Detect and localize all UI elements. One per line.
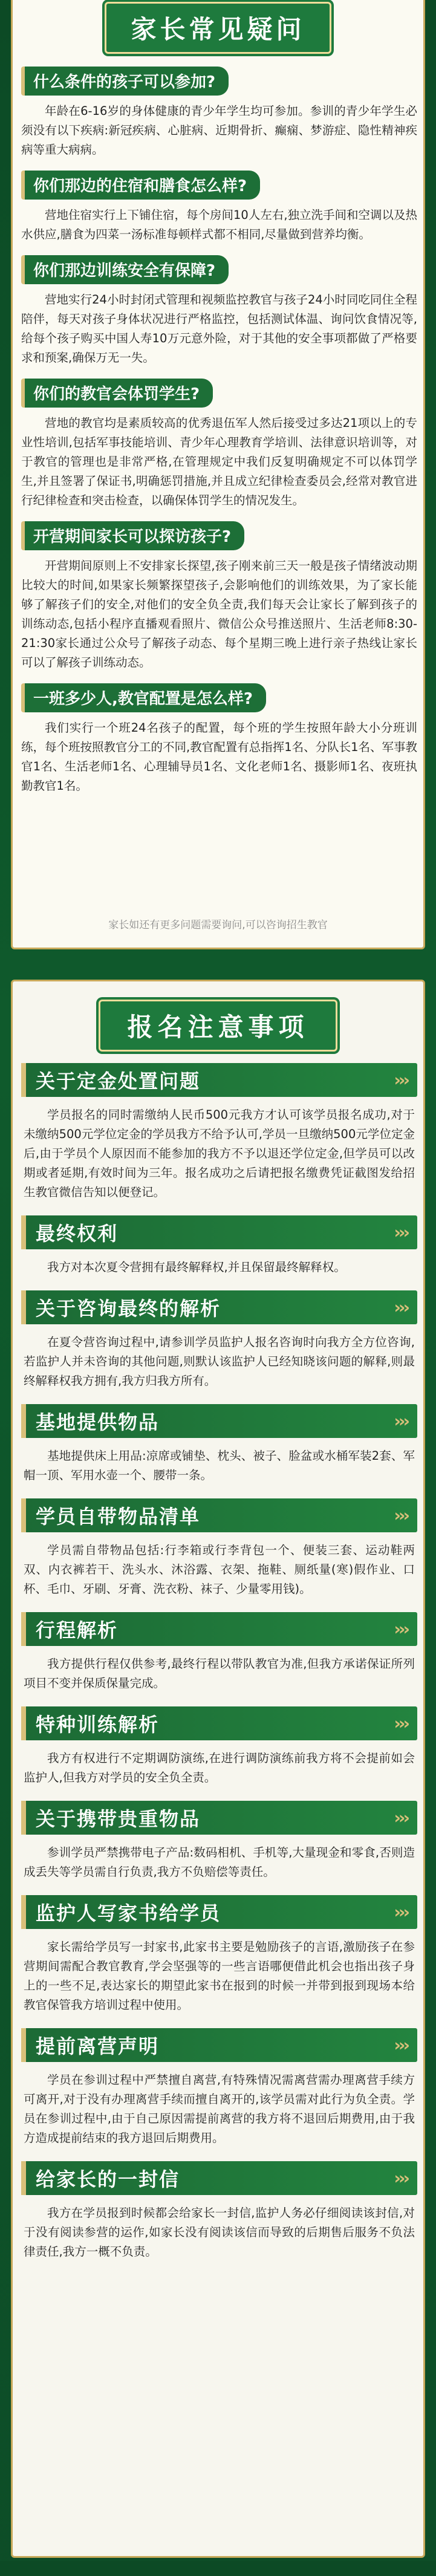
section-text: 我方有权进行不定期调防演练,在进行调防演练前我方将不会提前如会监护人,但我方对学员的安全负全责。 <box>24 1751 415 1784</box>
section-text: 参训学员严禁携带电子产品:数码相机、手机等,大量现金和零食,否则造成丢失等学员需自行负责,我方不负赔偿等责任。 <box>24 1846 415 1879</box>
chevrons-icon: ››› <box>394 1807 408 1828</box>
faq-item <box>21 379 417 510</box>
faq-item <box>21 683 417 796</box>
registration-title: 报名注意事项 <box>99 1000 337 1052</box>
section-header <box>21 1895 417 1929</box>
chevrons-icon: ››› <box>394 1505 408 1526</box>
header-accent-bar <box>21 1063 26 1097</box>
faq-answer: 开营期间原则上不安排家长探望,孩子刚来前三天一般是孩子情绪波动期比较大的时间,如果家长频繁探望孩子,会影响他们的训练效果，为了家长能够了解孩子们的安全,对他们的安全负全责,我们每天会让家长了解到孩子的训练动态,包括小程序直播观看照片、微信公众号推送照片、生活老师8:30-21:30家长通过公众号了解孩子动态、每个星期三晚上进行亲子热线让家长可以了解孩子训练动态。 <box>21 559 417 669</box>
header-accent-bar <box>21 2028 26 2062</box>
header-accent-bar <box>21 1801 26 1835</box>
section-text: 学员报名的同时需缴纳人民币500元我方才认可该学员报名成功,对于未缴纳500元学位定金的学员我方不给予认可,学员一旦缴纳500元学位定金后,由于学员个人原因而不能参加的我方不予以退还学位定金,但学员可以改期或者延期,有效时间为三年。报名成功之后请把报名缴费凭证截图发给招生教官微信告知以便登记。 <box>24 1108 415 1199</box>
registration-section <box>21 1498 417 1599</box>
section-text: 我方在学员报到时候都会给家长一封信,监护人务必仔细阅读该封信,对于没有阅读参营的运作,如家长没有阅读该信而导致的后期售后服务不负法律责任,我方一概不负责。 <box>24 2206 415 2259</box>
chevrons-icon: ››› <box>394 2168 408 2188</box>
header-accent-bar <box>21 1612 26 1646</box>
registration-card <box>11 980 425 2558</box>
registration-section <box>21 2028 417 2148</box>
registration-section <box>21 1290 417 1391</box>
faq-answer: 营地住宿实行上下铺住宿，每个房间10人左右,独立洗手间和空调以及热水供应,膳食为四菜一汤标准每顿样式都不相同,尽量做到营养均衡。 <box>21 208 418 241</box>
header-accent-bar <box>21 1404 26 1438</box>
section-header <box>21 1215 417 1249</box>
section-title: 给家长的一封信 <box>36 2168 180 2191</box>
header-accent-bar <box>21 2161 26 2195</box>
faq-card <box>11 0 425 949</box>
faq-list <box>21 67 417 807</box>
header-accent-bar <box>21 1706 26 1740</box>
faq-answer: 年龄在6-16岁的身体健康的青少年学生均可参加。参训的青少年学生必须没有以下疾病:新冠疾病、心脏病、近期骨折、癫痫、梦游症、隐性精神疾病等重大病病。 <box>21 104 417 157</box>
chevrons-icon: ››› <box>394 1070 408 1090</box>
section-text: 我方提供行程仅供参考,最终行程以带队教官为准,但我方承诺保证所列项目不变并保质保量完成。 <box>24 1657 415 1690</box>
section-header <box>21 1612 417 1646</box>
section-title: 关于咨询最终的解析 <box>36 1297 221 1320</box>
header-accent-bar <box>21 1895 26 1929</box>
faq-question: 你们的教官会体罚学生? <box>21 379 213 408</box>
faq-item <box>21 67 417 160</box>
faq-answer: 营地的教官均是素质较高的优秀退伍军人然后接受过多达21项以上的专业性培训,包括军事技能培训、青少年心理教育学培训、法律意识培训等，对于教官的管理也是非常严格,在管理规定中我们反复明确规定不可以体罚学生,并且签署了保证书,明确惩罚措施,并且成立纪律检查委员会,经常对教官进行纪律检查和突击检查，以确保体罚学生的情况发生。 <box>21 416 417 507</box>
section-title: 关于定金处置问题 <box>36 1070 201 1093</box>
section-title: 提前离营声明 <box>36 2035 160 2058</box>
section-title: 行程解析 <box>36 1619 119 1642</box>
registration-section <box>21 1404 417 1485</box>
section-text: 学员需自带物品包括:行李箱或行李背包一个、便装三套、运动鞋两双、内衣裤若干、洗头水、沐浴露、衣架、拖鞋、厕纸量(寒)假作业、口杯、毛巾、牙刷、牙膏、洗衣粉、袜子、少量零用钱)。 <box>24 1543 415 1596</box>
faq-answer: 营地实行24小时封闭式管理和视频监控教官与孩子24小时同吃同住全程陪伴，每天对孩子身体状况进行严格监控，包括测试体温、询问饮食情况等,给每个孩子购买中国人寿10万元意外险，对于其他的安全事项都做了严格要求和预案,确保万无一失。 <box>21 293 417 365</box>
faq-question: 一班多少人,教官配置是怎么样? <box>21 683 266 712</box>
section-title: 特种训练解析 <box>36 1713 160 1736</box>
faq-item <box>21 171 417 244</box>
registration-section <box>21 1612 417 1693</box>
section-header <box>21 2161 417 2195</box>
registration-section <box>21 1801 417 1882</box>
section-header <box>21 1063 417 1097</box>
section-header <box>21 1498 417 1532</box>
registration-section <box>21 1063 417 1202</box>
registration-section <box>21 2161 417 2262</box>
section-text: 我方对本次夏令营拥有最终解释权,并且保留最终解释权。 <box>47 1260 346 1274</box>
section-title: 学员自带物品清单 <box>36 1505 201 1528</box>
section-header <box>21 2028 417 2062</box>
section-header <box>21 1801 417 1835</box>
registration-section <box>21 1706 417 1787</box>
chevrons-icon: ››› <box>394 1411 408 1431</box>
chevrons-icon: ››› <box>394 1619 408 1639</box>
chevrons-icon: ››› <box>394 2035 408 2055</box>
registration-list <box>21 1063 417 2275</box>
section-title: 关于携带贵重物品 <box>36 1807 201 1830</box>
section-text: 家长需给学员写一封家书,此家书主要是勉励孩子的言语,激励孩子在参营期间需配合教官教育,学会坚强等的一些言语哪便借此机会也指出孩子身上的一些不足,表达家长的期望此家书在报到的时候一并带到报到现场本给教官保管我方培训过程中使用。 <box>24 1940 415 2012</box>
chevrons-icon: ››› <box>394 1222 408 1243</box>
bottom-strip <box>0 2561 436 2576</box>
faq-item <box>21 521 417 672</box>
section-text: 学员在参训过程中严禁擅自离营,有特殊情况需离营需办理离营手续方可离开,对于没有办理离营手续而擅自离开的,该学员需对此行为负全责。学员在参训过程中,由于自己原因需提前离营的我方将不退回后期费用,由于我方造成提前结束的我方退回后期费用。 <box>24 2073 415 2145</box>
section-title: 基地提供物品 <box>36 1411 160 1434</box>
chevrons-icon: ››› <box>394 1902 408 1922</box>
faq-answer: 我们实行一个班24名孩子的配置，每个班的学生按照年龄大小分班训练，每个班按照教官分工的不同,教官配置有总指挥1名、分队长1名、军事教官1名、生活老师1名、心理辅导员1名、文化老师1名、摄影师1名、夜班执勤教官1名。 <box>21 721 418 793</box>
section-header <box>21 1706 417 1740</box>
faq-question: 什么条件的孩子可以参加? <box>21 67 229 96</box>
header-accent-bar <box>21 1290 26 1324</box>
section-header <box>21 1404 417 1438</box>
header-accent-bar <box>21 1215 26 1249</box>
faq-item <box>21 255 417 368</box>
chevrons-icon: ››› <box>394 1713 408 1734</box>
faq-note: 家长如还有更多问题需要询问,可以咨询招生教官 <box>108 919 328 931</box>
faq-question: 你们那边训练安全有保障? <box>21 255 229 284</box>
faq-question: 开营期间家长可以探访孩子? <box>21 521 244 550</box>
header-accent-bar <box>21 1498 26 1532</box>
chevrons-icon: ››› <box>394 1297 408 1318</box>
registration-section <box>21 1895 417 2015</box>
section-title: 最终权利 <box>36 1222 119 1245</box>
registration-section <box>21 1215 417 1277</box>
section-title: 监护人写家书给学员 <box>36 1902 221 1925</box>
registration-title-wrap <box>13 1000 423 1052</box>
faq-title: 家长常见疑问 <box>105 2 331 54</box>
faq-title-wrap <box>13 0 423 56</box>
section-text: 基地提供床上用品:凉席或铺垫、枕头、被子、脸盆或水桶军装2套、军帽一顶、军用水壶一个、腰带一条。 <box>24 1449 415 1482</box>
section-header <box>21 1290 417 1324</box>
faq-question: 你们那边的住宿和膳食怎么样? <box>21 171 260 200</box>
section-text: 在夏令营咨询过程中,请参训学员监护人报名咨询时向我方全方位咨询,若监护人并未咨询的其他问题,则默认该监护人已经知晓该问题的解释,则最终解释权我方拥有,我方归我方所有。 <box>24 1335 415 1388</box>
